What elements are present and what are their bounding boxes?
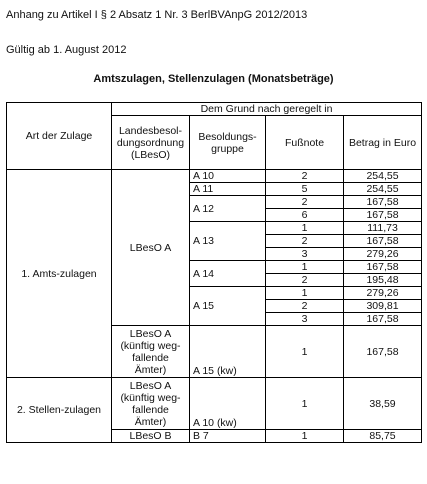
stellen-label: 2. Stellen-zulagen <box>7 378 112 443</box>
betrag-cell: 167,58 <box>344 196 422 209</box>
header-group-row <box>7 103 422 116</box>
gruppe-cell: A 13 <box>190 222 266 261</box>
document-reference: Anhang zu Artikel I § 2 Absatz 1 Nr. 3 BerlBVAnpG 2012/2013 <box>6 9 308 21</box>
header-art: Art der Zulage <box>7 103 112 170</box>
betrag-cell: 195,48 <box>344 274 422 287</box>
fussnote-cell: 1 <box>266 378 344 430</box>
betrag-cell: 167,58 <box>344 313 422 326</box>
fussnote-cell: 1 <box>266 222 344 235</box>
fussnote-cell: 2 <box>266 196 344 209</box>
fussnote-cell: 1 <box>266 430 344 443</box>
fussnote-cell: 1 <box>266 326 344 378</box>
header-group: Dem Grund nach geregelt in <box>112 103 422 116</box>
fussnote-cell: 2 <box>266 235 344 248</box>
gruppe-cell: A 15 <box>190 287 266 326</box>
allowance-table <box>6 102 422 443</box>
gruppe-cell: B 7 <box>190 430 266 443</box>
table-title: Amtszulagen, Stellenzulagen (Monatsbeträge) <box>93 73 334 85</box>
fussnote-cell: 1 <box>266 261 344 274</box>
betrag-cell: 279,26 <box>344 248 422 261</box>
gruppe-cell: A 11 <box>190 183 266 196</box>
table-row <box>7 378 422 430</box>
amts-ordnung: LBesO A <box>112 170 190 326</box>
table-row <box>7 170 422 183</box>
betrag-cell: 167,58 <box>344 261 422 274</box>
header-ordnung: Landesbesol-dungsordnung (LBesO) <box>112 116 190 170</box>
betrag-cell: 254,55 <box>344 170 422 183</box>
betrag-cell: 85,75 <box>344 430 422 443</box>
kw-ordnung: LBesO A (künftig weg-fallende Ämter) <box>112 326 190 378</box>
fussnote-cell: 3 <box>266 313 344 326</box>
betrag-cell: 167,58 <box>344 326 422 378</box>
stellen-ordnung: LBesO B <box>112 430 190 443</box>
header-betrag: Betrag in Euro <box>344 116 422 170</box>
header-fussnote: Fußnote <box>266 116 344 170</box>
gruppe-cell: A 15 (kw) <box>190 326 266 378</box>
fussnote-cell: 3 <box>266 248 344 261</box>
header-gruppe: Besoldungs-gruppe <box>190 116 266 170</box>
betrag-cell: 254,55 <box>344 183 422 196</box>
betrag-cell: 279,26 <box>344 287 422 300</box>
fussnote-cell: 1 <box>266 287 344 300</box>
betrag-cell: 167,58 <box>344 235 422 248</box>
fussnote-cell: 2 <box>266 170 344 183</box>
gruppe-cell: A 14 <box>190 261 266 287</box>
fussnote-cell: 6 <box>266 209 344 222</box>
fussnote-cell: 2 <box>266 300 344 313</box>
betrag-cell: 111,73 <box>344 222 422 235</box>
betrag-cell: 309,81 <box>344 300 422 313</box>
fussnote-cell: 2 <box>266 274 344 287</box>
gruppe-cell: A 12 <box>190 196 266 222</box>
stellen-ordnung: LBesO A (künftig weg-fallende Ämter) <box>112 378 190 430</box>
fussnote-cell: 5 <box>266 183 344 196</box>
validity-date: Gültig ab 1. August 2012 <box>6 44 127 56</box>
gruppe-cell: A 10 (kw) <box>190 378 266 430</box>
betrag-cell: 167,58 <box>344 209 422 222</box>
betrag-cell: 38,59 <box>344 378 422 430</box>
gruppe-cell: A 10 <box>190 170 266 183</box>
amts-label: 1. Amts-zulagen <box>7 170 112 378</box>
